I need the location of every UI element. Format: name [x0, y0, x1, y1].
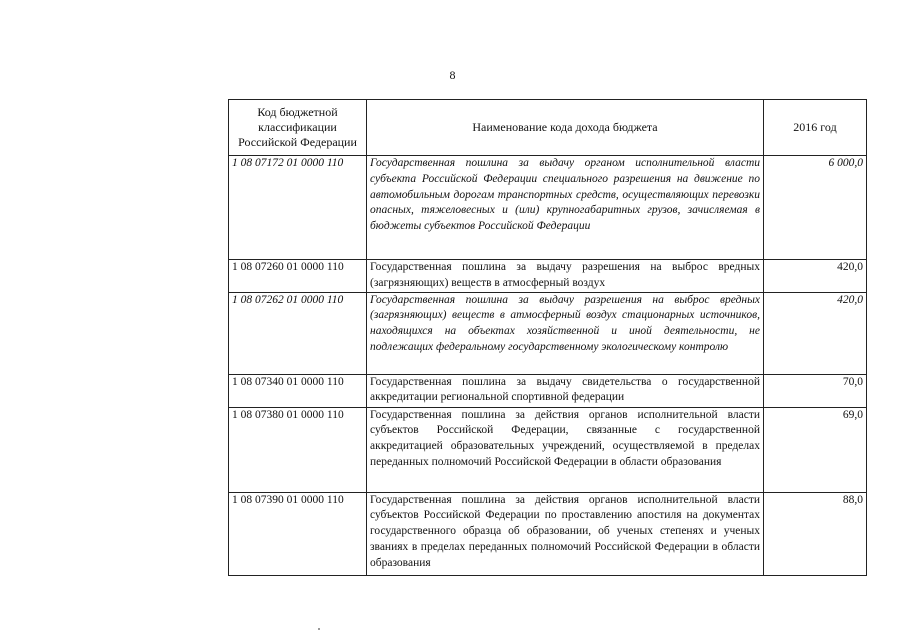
table-row — [229, 492, 867, 575]
header-year: 2016 год — [764, 100, 867, 156]
row-name: Государственная пошлина за выдачу разрешения на выброс вредных (загрязняющих) веществ в атмосферный воздух стационарных источников, находящихся на объектах хозяйственной и иной деятельности, не подлежащих федеральному государственному экологическому контролю — [367, 292, 764, 374]
row-name: Государственная пошлина за действия органов исполнительной власти субъектов Российской Федерации, связанные с государственной аккредитацией образовательных учреждений, осуществляемой в пределах переданных полномочий Российской Федерации в области образования — [367, 407, 764, 492]
row-amount: 69,0 — [764, 407, 867, 492]
row-code: 1 08 07380 01 0000 110 — [229, 407, 367, 492]
page-number: 8 — [449, 68, 456, 82]
scan-speck — [318, 628, 320, 630]
row-code: 1 08 07262 01 0000 110 — [229, 292, 367, 374]
table-row — [229, 260, 867, 293]
row-name: Государственная пошлина за действия органов исполнительной власти субъектов Российской Федерации по проставлению апостиля на документах государственного образца об образовании, об ученых степенях и ученых званиях в пределах переданных полномочий Российской Федерации в области образования — [367, 492, 764, 575]
row-amount: 420,0 — [764, 292, 867, 374]
row-code: 1 08 07260 01 0000 110 — [229, 260, 367, 293]
table-row — [229, 374, 867, 407]
row-amount: 420,0 — [764, 260, 867, 293]
row-code: 1 08 07340 01 0000 110 — [229, 374, 367, 407]
row-code: 1 08 07390 01 0000 110 — [229, 492, 367, 575]
row-name: Государственная пошлина за выдачу разрешения на выброс вредных (загрязняющих) веществ в атмосферный воздух — [367, 260, 764, 293]
row-code: 1 08 07172 01 0000 110 — [229, 156, 367, 260]
table-row — [229, 156, 867, 260]
table-row — [229, 407, 867, 492]
row-name: Государственная пошлина за выдачу органом исполнительной власти субъекта Российской Федерации специального разрешения на движение по автомобильным дорогам транспортных средств, осуществляющих перевозки опасных, тяжеловесных и (или) крупногабаритных грузов, зачисляемая в бюджеты субъектов Российской Федерации — [367, 156, 764, 260]
header-code: Код бюджетной классификации Российской Федерации — [229, 100, 367, 156]
row-amount: 6 000,0 — [764, 156, 867, 260]
budget-revenue-table — [228, 99, 867, 576]
row-name: Государственная пошлина за выдачу свидетельства о государственной аккредитации региональной спортивной федерации — [367, 374, 764, 407]
row-amount: 70,0 — [764, 374, 867, 407]
table-row — [229, 292, 867, 374]
row-amount: 88,0 — [764, 492, 867, 575]
header-name: Наименование кода дохода бюджета — [367, 100, 764, 156]
table-header-row — [229, 100, 867, 156]
